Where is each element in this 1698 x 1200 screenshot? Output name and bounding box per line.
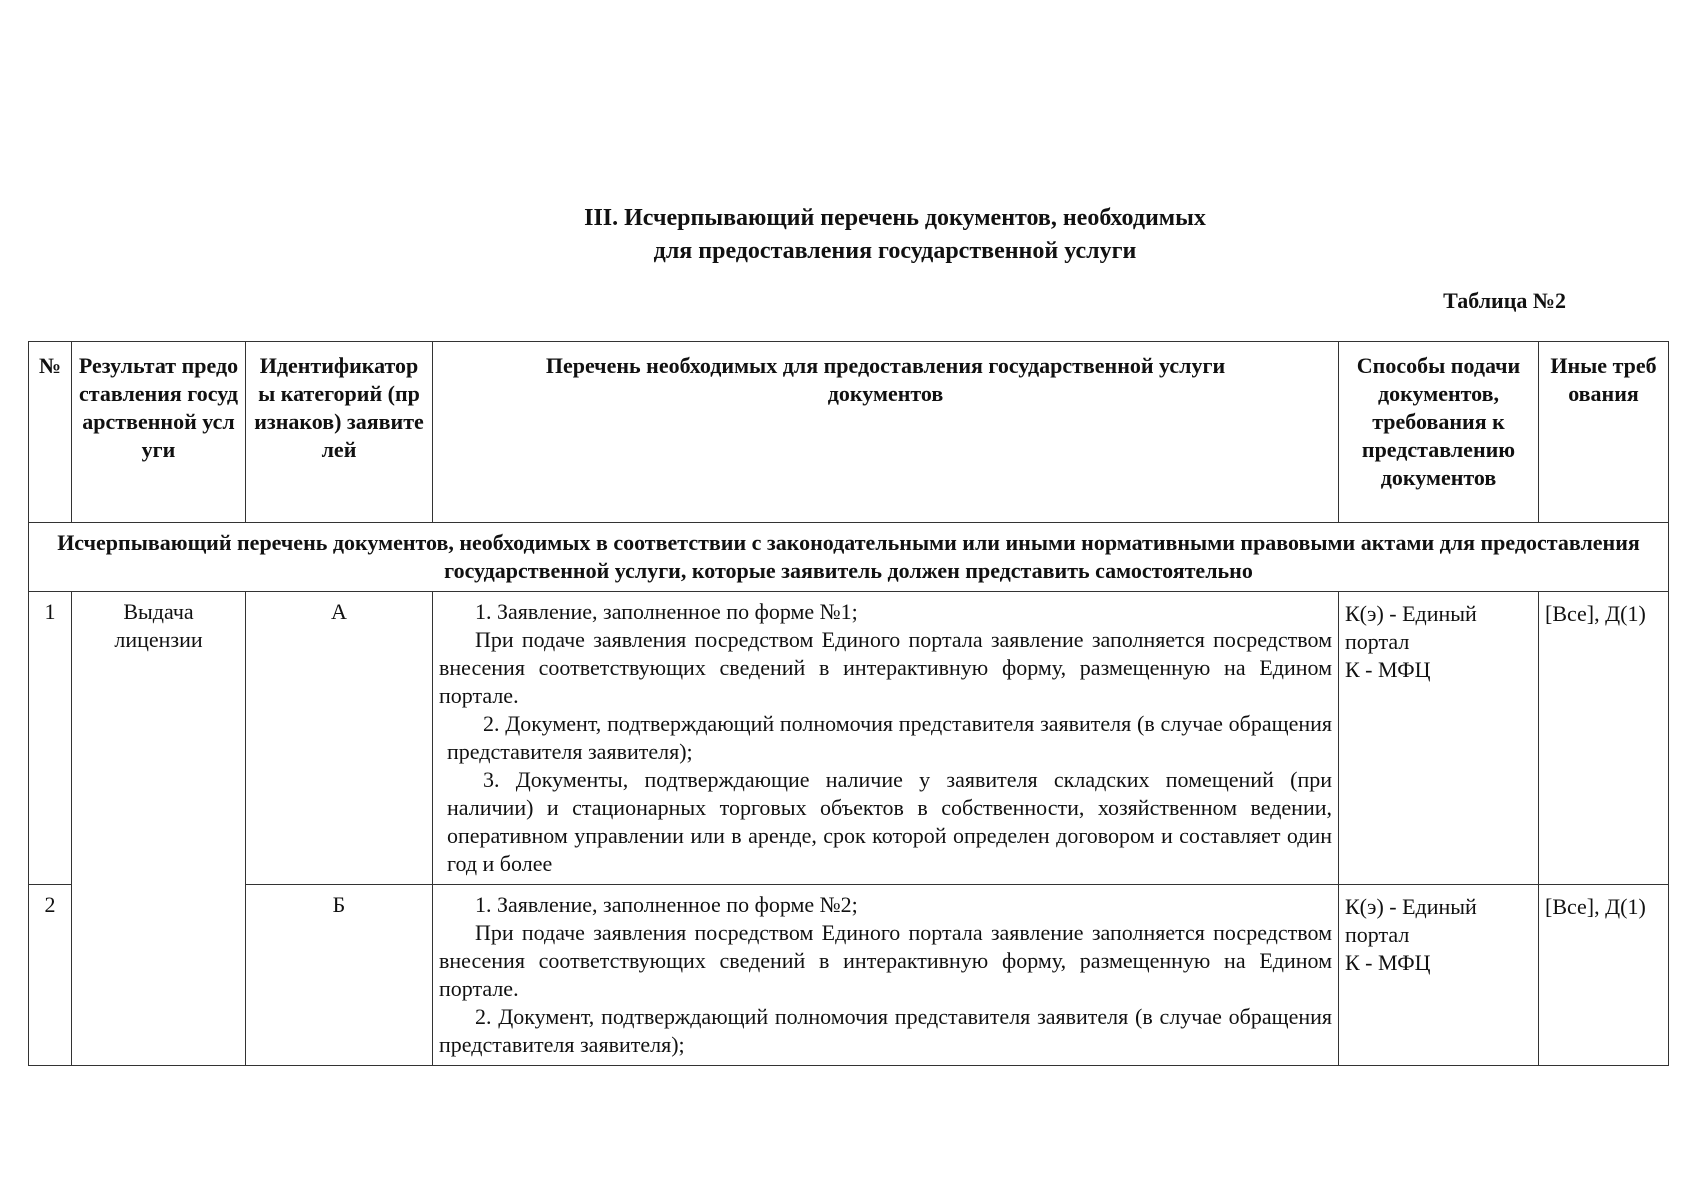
identifier-cell: Б [246, 885, 433, 1066]
methods-cell [1339, 592, 1539, 885]
identifier-cell: А [246, 592, 433, 885]
header-identifiers: Идентификаторы категорий (признаков) заявителей [246, 342, 433, 523]
section-heading-row [29, 523, 1669, 592]
documents-table [28, 341, 1669, 1066]
doc-item: 2. Документ, подтверждающий полномочия представителя заявителя (в случае обращения представителя заявителя); [447, 711, 1332, 764]
header-num: № [29, 342, 72, 523]
result-cell: Выдача лицензии [72, 592, 246, 1066]
table-row [29, 592, 1669, 885]
table-row [29, 885, 1669, 1066]
method-line: К - МФЦ [1345, 657, 1431, 682]
row-num: 2 [29, 885, 72, 1066]
title-line-1: III. Исчерпывающий перечень документов, необходимых [584, 205, 1206, 231]
method-line: К(э) - Единый портал [1345, 601, 1477, 654]
row-num: 1 [29, 592, 72, 885]
table-label: Таблица №2 [1443, 288, 1566, 313]
header-result: Результат предоставления государственной услуги [72, 342, 246, 523]
doc-item: 2. Документ, подтверждающий полномочия представителя заявителя (в случае обращения представителя заявителя); [439, 1004, 1332, 1057]
title-line-2: для предоставления государственной услуги [653, 238, 1137, 264]
methods-cell [1339, 885, 1539, 1066]
documents-cell [433, 885, 1339, 1066]
doc-item: 1. Заявление, заполненное по форме №2; [475, 892, 858, 917]
header-documents: Перечень необходимых для предоставления государственной услуги документов [433, 342, 1339, 523]
method-line: К(э) - Единый портал [1345, 894, 1477, 947]
header-row [29, 342, 1669, 523]
header-other: Иные требования [1539, 342, 1669, 523]
section-heading: Исчерпывающий перечень документов, необходимых в соответствии с законодательными или иными нормативными правовыми актами для предоставления государственной услуги, которые заявитель должен представить самостоятельно [29, 523, 1669, 592]
page-title [0, 202, 1698, 268]
doc-item: 3. Документы, подтверждающие наличие у заявителя складских помещений (при наличии) и стационарных торговых объектов в собственности, хозяйственном ведении, оперативном управлении или в аренде, срок которой определен договором и составляет один год и более [447, 767, 1332, 876]
doc-note: При подаче заявления посредством Единого портала заявление заполняется посредством внесения соответствующих сведений в интерактивную форму, размещенную на Едином портале. [439, 627, 1332, 708]
doc-note: При подаче заявления посредством Единого портала заявление заполняется посредством внесения соответствующих сведений в интерактивную форму, размещенную на Едином портале. [439, 920, 1332, 1001]
documents-cell [433, 592, 1339, 885]
other-cell: [Все], Д(1) [1539, 885, 1669, 1066]
method-line: К - МФЦ [1345, 950, 1431, 975]
doc-item: 1. Заявление, заполненное по форме №1; [475, 599, 858, 624]
header-methods: Способы подачи документов, требования к представлению документов [1339, 342, 1539, 523]
other-cell: [Все], Д(1) [1539, 592, 1669, 885]
